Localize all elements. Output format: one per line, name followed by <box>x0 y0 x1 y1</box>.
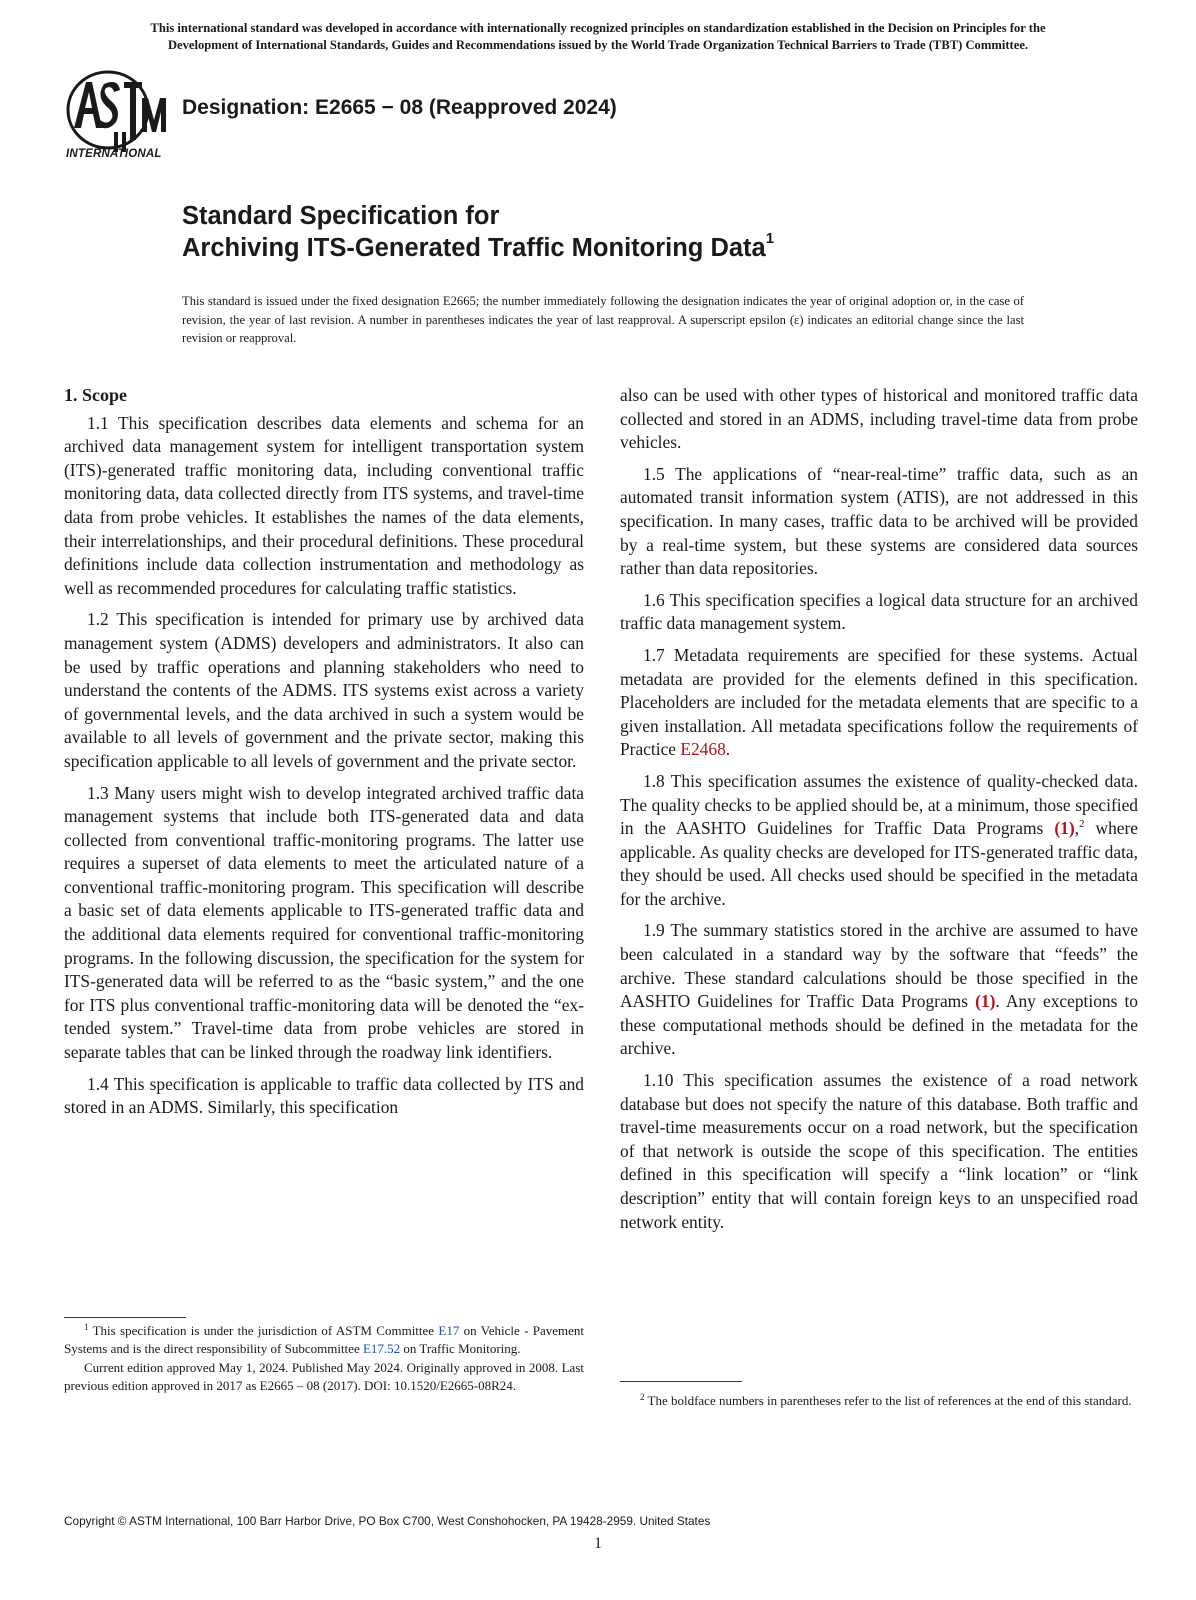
issuance-note: This standard is issued under the fixed designation E2665; the number immediately following the designation indicates the year of original adoption or, in the case of revision, the year of last revision. A number in parentheses indicates the year of last reapproval. A superscript epsilon (ε) indicates an editorial change since the last revision or reapproval. <box>182 294 1024 345</box>
footnote-marker-2[interactable]: 2 <box>1078 818 1085 831</box>
paragraph-1-7-text: 1.7 Metadata requirements are specified for these systems. Actual metadata are provided for the elements defined in this specification. Placeholders are included for the metadata elements that are specific to a given installation. All metadata specifications follow the requirements of Practice <box>620 644 1138 760</box>
section-heading-scope: 1. Scope <box>64 385 127 405</box>
paragraph-1-9-text-a: 1.9 The summary statistics stored in the archive are assumed to have been calculated in a standard way by the software that “feeds” the archive. These standard calculations should be those specified in the AASHTO Guidelines for Traffic Data Programs <box>620 920 1138 1012</box>
title-line2 <box>182 232 774 264</box>
paragraph-1-8-comma: , <box>1074 818 1079 839</box>
footnote-1-para1 <box>64 1322 584 1359</box>
title-line1: Standard Specification for <box>182 202 500 230</box>
footnote-2 <box>620 1392 1138 1410</box>
designation: Designation: E2665 − 08 (Reapproved 2024) <box>182 96 617 119</box>
reference-link-1[interactable]: (1) <box>1054 818 1075 839</box>
footnote-1-marker: 1 <box>84 1322 89 1332</box>
tbt-notice-line1: This international standard was developed in accordance with internationally recognized principles on standardization established in the Decision on Principles for the <box>150 21 1046 35</box>
tbt-notice-line2: Development of International Standards, Guides and Recommendations issued by the World Trade Organization Technical Barriers to Trade (TBT) Committee. <box>167 37 1029 52</box>
standard-title <box>182 200 774 264</box>
paragraph-1-10: 1.10 This specification assumes the existence of a road network database but does not specify the nature of this database. Both traffic and travel-time measurements occur on a road network, but the specification of that network is outside the scope of this specification. The entities defined in this specification will specify a “link location” or “link description” entity that will contain foreign keys to an unspecified road network entity. <box>620 1070 1138 1232</box>
right-column <box>620 384 1138 1242</box>
paragraph-1-2: 1.2 This specification is intended for primary use by archived data management system (ADMS) developers and administrators. It also can be used by traffic operations and planning stakeholders who need to understand the contents of the ADMS. ITS systems exist across a variety of governmental levels, and the data archived in such a system would be available to all levels of government and the private sector, making this specification applicable to all levels of government and the private sector. <box>64 609 584 771</box>
footnote-1 <box>64 1322 584 1396</box>
footnote-1-text-a: This specification is under the jurisdiction of ASTM Committee <box>88 1323 439 1338</box>
paragraph-1-4-continued: also can be used with other types of historical and monitored traffic data collected and stored in an ADMS, including travel-time data from probe vehicles. <box>620 385 1138 453</box>
footnote-divider-left <box>64 1317 186 1318</box>
link-subcommittee-e17-52[interactable]: E17.52 <box>362 1341 401 1357</box>
footnote-divider-right <box>620 1381 742 1382</box>
paragraph-1-9-text-b: . Any exceptions to these computational methods should be defined in the metadata for the archive. <box>620 991 1138 1059</box>
paragraph-1-6: 1.6 This specification specifies a logical data structure for an archived traffic data management system. <box>620 589 1138 634</box>
paragraph-1-7-end: . <box>725 739 731 760</box>
footnote-1-text-c: on Traffic Monitoring. <box>400 1341 521 1357</box>
paragraph-1-8-text-a: 1.8 This specification assumes the existence of quality-checked data. The quality checks to be applied should be, at a minimum, those specified in the AASHTO Guidelines for Traffic Data Programs <box>620 770 1138 839</box>
link-committee-e17[interactable]: E17 <box>438 1323 460 1338</box>
footnote-2-marker: 2 <box>640 1392 645 1402</box>
paragraph-1-8 <box>620 770 1138 912</box>
paragraph-1-4: 1.4 This specification is applicable to traffic data collected by ITS and stored in an ADMS. Similarly, this specification <box>64 1073 584 1118</box>
paragraph-1-3: 1.3 Many users might wish to develop integrated archived traffic data management systems that include both ITS-generated data and data collected from conventional traffic-monitoring programs. The latter use requires a superset of data elements to meet the articulated nature of a conventional traffic-monitoring program. This specification will describe a basic set of data elements applicable to ITS-generated traffic data and the additional data elements required for conventional traffic-monitoring programs. In the following discussion, the specification for the system for ITS-generated data will be referred to as the “basic system,” and the one for ITS plus conventional traffic-monitoring data will be denoted the “extended system.” Travel-time data from probe vehicles are stored in separate tables that can be linked through the roadway link identifiers. <box>64 782 584 1063</box>
tbt-notice <box>58 20 1138 53</box>
footnote-2-text: The boldface numbers in parentheses refer to the list of references at the end of this standard. <box>644 1393 1132 1408</box>
astm-logo <box>62 70 174 166</box>
link-e2468[interactable]: E2468 <box>680 739 726 760</box>
paragraph-1-9 <box>620 919 1138 1061</box>
reference-link-1b[interactable]: (1) <box>975 991 996 1012</box>
logo-caption: INTERNATIONAL <box>66 148 162 160</box>
paragraph-1-7 <box>620 644 1138 762</box>
footnote-2-para <box>620 1392 1138 1410</box>
paragraph-1-8-text-b: where applicable. As quality checks are developed for ITS-generated traffic data, they should be used. All checks used should be specified in the metadata for the archive. <box>620 818 1138 909</box>
copyright-notice: Copyright © ASTM International, 100 Barr Harbor Drive, PO Box C700, West Conshohocken, PA 19428-2959. United States <box>64 1514 711 1528</box>
footnote-1-para2: Current edition approved May 1, 2024. Published May 2024. Originally approved in 2008. Last previous edition approved in 2017 as E2665 – 08 (2017). DOI: 10.1520/E2665-08R24. <box>64 1359 584 1394</box>
paragraph-1-5: 1.5 The applications of “near-real-time” traffic data, such as an automated transit information system (ATIS), are not addressed in this specification. In many cases, traffic data to be archived will be provided by a real-time system, but these systems are considered data sources rather than data repositories. <box>620 463 1138 579</box>
title-line2-text: Archiving ITS-Generated Traffic Monitoring Data <box>182 234 766 262</box>
title-footnote-marker: 1 <box>765 230 775 247</box>
left-column <box>64 384 584 1120</box>
paragraph-1-1: 1.1 This specification describes data elements and schema for an archived data management system for intelligent transportation system (ITS)-generated traffic monitoring data, including conventional traffic monitoring data, data collected directly from ITS systems, and travel-time data from probe vehicles. It establishes the names of the data elements, their interrelationships, and their procedural definitions. These procedural definitions include data collection instrumentation and methodology as well as recommended procedures for calculating traffic statistics. <box>64 412 584 598</box>
page-number: 1 <box>594 1535 602 1552</box>
footnote-1-text-b: on Vehicle - Pavement Systems and is the direct responsibility of Subcommittee <box>64 1323 584 1357</box>
